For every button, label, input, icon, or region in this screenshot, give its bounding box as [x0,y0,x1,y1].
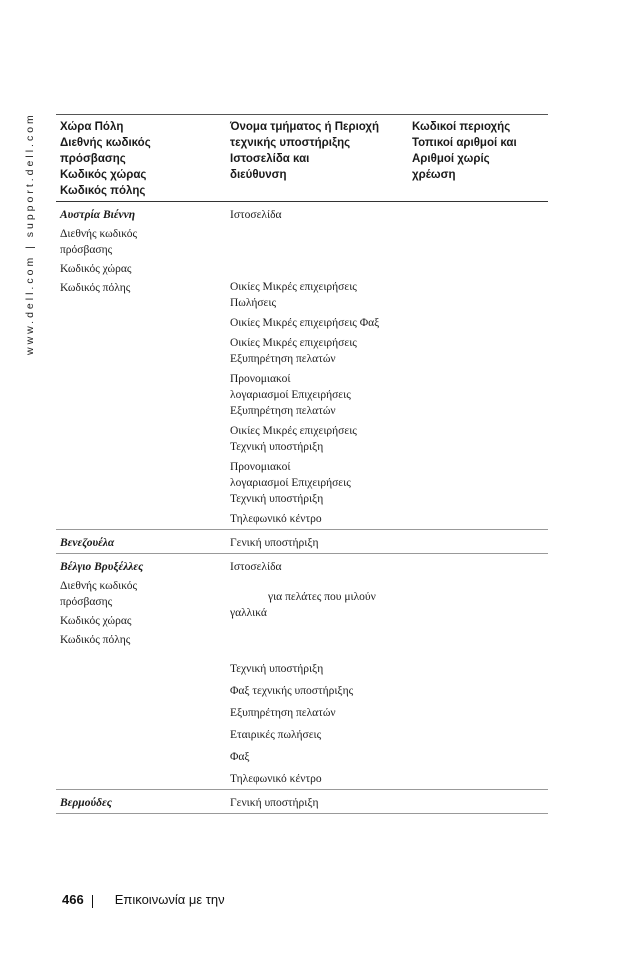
page-footer [62,892,225,908]
country-cell: Βέλγιο Βρυξέλλες Διεθνής κωδικός πρόσβασης Κωδικός χώρας Κωδικός πόλης [56,554,226,790]
code-cell [408,790,548,814]
country-cell: Βερμούδες [56,790,226,814]
footer-divider [92,895,93,908]
header-codes: Κωδικοί περιοχής Τοπικοί αριθμοί και Αριθμοί χωρίς χρέωση [408,115,548,202]
table-row-belgium [56,554,548,790]
service-cell: Γενική υποστήριξη [226,790,408,814]
header-country: Χώρα Πόλη Διεθνής κωδικός πρόσβασης Κωδικός χώρας Κωδικός πόλης [56,115,226,202]
service-cell: Ιστοσελίδα Οικίες Μικρές επιχειρήσεις Πωλήσεις Οικίες Μικρές επιχειρήσεις Φαξ Οικίες Μικρές επιχειρήσεις Εξυπηρέτηση πελατών Προνομιακοί λογαριασμοί Επιχειρήσεις Εξυπηρέτηση πελατών Οικίες Μικρές επιχειρήσεις Τεχνική υποστήριξη Προνομιακοί λογαριασμοί Επιχειρήσεις Τεχνική υποστήριξη Τηλεφωνικό κέντρο [230,209,380,525]
country-cell: Βενεζουέλα [56,530,226,554]
code-cell [408,202,548,530]
table-row-venezuela [56,530,548,554]
country-cell: Αυστρία Βιέννη Διεθνής κωδικός πρόσβασης Κωδικός χώρας Κωδικός πόλης [56,202,226,530]
country-name: Αυστρία Βιέννη [60,209,136,221]
contact-table [56,114,548,814]
service-cell: Γενική υποστήριξη [226,530,408,554]
footer-title: Επικοινωνία με την [114,892,225,907]
code-cell [408,530,548,554]
header-department: Όνομα τμήματος ή Περιοχή τεχνικής υποστήριξης Ιστοσελίδα και διεύθυνση [226,115,408,202]
table-header-row [56,115,548,202]
table-row-bermuda [56,790,548,814]
code-cell [408,554,548,790]
table-row-austria [56,202,548,530]
page-number: 466 [62,892,84,907]
side-url: www.dell.com | support.dell.com [24,112,36,355]
service-cell: Ιστοσελίδα για πελάτες που μιλούν γαλλικά Τεχνική υποστήριξη Φαξ τεχνικής υποστήριξης Εξυπηρέτηση πελατών Εταιρικές πωλήσεις Φαξ Τηλεφωνικό κέντρο [226,554,408,790]
